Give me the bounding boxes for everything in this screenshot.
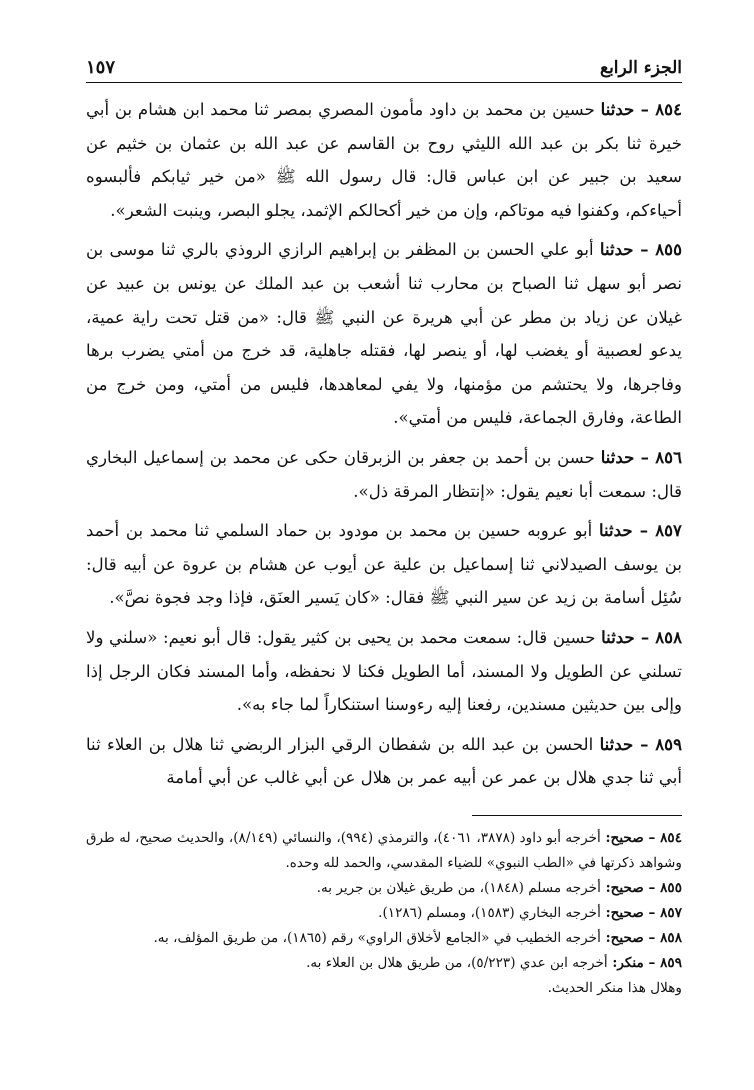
- hadith-number: ٨٥٧: [655, 520, 682, 541]
- footnote-grade: صحيح: [610, 929, 644, 946]
- hadith-paragraph: ٨٥٤ – حدثنا حسين بن محمد بن داود مأمون المصري بمصر ثنا محمد ابن هشام بن أبي خيرة ثنا بكر بن عبد الله الليثي روح بن القاسم عن عبد الله بن عثمان بن خثيم عن سعيد بن جبير عن ابن عباس قال: قال رسول الله ﷺ «من خير ثيابكم فألبسوه أحياءكم، وكفنوا فيه موتاكم، وإن من خير أكحالكم الإثمد، يجلو البصر، وينبت الشعر».: [86, 99, 682, 220]
- footnote-continuation: وهلال هذا منكر الحديث.: [547, 979, 682, 996]
- page-header: [86, 38, 682, 83]
- footnote: ٨٥٩ – منكر: أخرجه ابن عدي (٥/٢٢٣)، من طريق هلال بن العلاء به.: [306, 954, 682, 971]
- hadith-list: [86, 93, 682, 795]
- hadith-paragraph: ٨٥٧ – حدثنا أبو عروبه حسين بن محمد بن مودود بن حماد السلمي ثنا محمد بن أحمد بن يوسف الصيدلاني ثنا إسماعيل بن علية عن أيوب عن هشام بن عروة عن أبيه قال: سُئِل أسامة بن زيد عن سير النبي ﷺ فقال: «كان يَسير العنَق، فإذا وجد فجوة نصَّ».: [86, 520, 682, 608]
- hadith-lead: حدثنا: [599, 239, 634, 260]
- hadith-paragraph: ٨٥٦ – حدثنا حسن بن أحمد بن جعفر بن الزبرقان حكى عن محمد بن إسماعيل البخاري قال: سمعت أبا نعيم يقول: «إنتظار المرقة ذل».: [86, 446, 683, 501]
- hadith-number: ٨٥٤: [655, 99, 682, 119]
- footnote-grade: صحيح: [610, 829, 644, 846]
- footnote: ٨٥٨ – صحيح: أخرجه الخطيب في «الجامع لأخلاق الراوي» رقم (١٨٦٥)، من طريق المؤلف، به.: [153, 929, 682, 946]
- hadith-paragraph: ٨٥٩ – حدثنا الحسن بن عبد الله بن شفطان الرقي البزار الربضي ثنا هلال بن العلاء ثنا أبي ثنا جدي هلال بن عمر عن أبيه عمر بن هلال عن أبي غالب عن أبي أمامة: [86, 733, 682, 788]
- hadith-text: أبو عروبه حسين بن محمد بن مودود بن حماد السلمي ثنا محمد بن أحمد بن يوسف الصيدلاني ثنا إسماعيل بن علية عن أيوب عن هشام بن عروة عن أبيه قال: سُئِل أسامة بن زيد عن سير النبي ﷺ فقال: «كان يَسير العنَق، فإذا وجد فجوة نصَّ».: [86, 521, 682, 608]
- footnote: ٨٥٧ – صحيح: أخرجه البخاري (١٥٨٣)، ومسلم (١٢٨٦).: [378, 904, 682, 921]
- footnotes: [86, 826, 682, 1001]
- footnote-number: ٨٥٧: [660, 904, 682, 921]
- hadith-lead: حدثنا: [598, 520, 633, 541]
- hadith-lead: حدثنا: [601, 626, 635, 647]
- footnote-number: ٨٥٨: [660, 929, 682, 946]
- hadith-text: حسن بن أحمد بن جعفر بن الزبرقان حكى عن محمد بن إسماعيل البخاري قال: سمعت أبا نعيم يقول: «إنتظار المرقة ذل».: [86, 447, 682, 501]
- footnote-number: ٨٥٩: [660, 954, 682, 971]
- footnote-text: أخرجه ابن عدي (٥/٢٢٣)، من طريق هلال بن العلاء به.: [306, 954, 608, 971]
- footnote-grade: منكر: [617, 954, 644, 971]
- footnote-separator: [472, 815, 682, 816]
- footnote-text: أخرجه البخاري (١٥٨٣)، ومسلم (١٢٨٦).: [378, 904, 601, 921]
- hadith-lead: حدثنا: [599, 733, 634, 754]
- hadith-text: أبو علي الحسن بن المظفر بن إبراهيم الرازي الروذي بالري ثنا موسى بن نصر أبو سهل ثنا الصباح بن محارب ثنا أشعب بن عبد الملك عن يونس بن عبيد عن غيلان عن زياد بن مطر عن أبي هريرة عن النبي ﷺ قال: «من قتل تحت راية عمية، يدعو لعصبية أو يغضب لها، أو ينصر لها، فقتله جاهلية، قد خرج من أمتي يضرب برها وفاجرها، ولا يحتشم من مؤمنها، ولا يفي لمعاهدها، فليس من أمتي، ومن خرج من الطاعة، وفارق الجماعة، فليس من أمتي».: [86, 240, 682, 428]
- footnote-grade: صحيح: [610, 904, 644, 921]
- footnote-text: أخرجه الخطيب في «الجامع لأخلاق الراوي» رقم (١٨٦٥)، من طريق المؤلف، به.: [153, 929, 601, 946]
- hadith-paragraph: ٨٥٨ – حدثنا حسين قال: سمعت محمد بن يحيى بن كثير يقول: قال أبو نعيم: «سلني ولا تسلني عن الطويل ولا المسند، أما الطويل فكنا لا نحفظه، وأما المسند فكان الرجل إذا وإلى بين حديثين مسندين، رفعنا إليه رءوسنا استنكاراً لما جاء به».: [86, 626, 682, 715]
- hadith-lead: حدثنا: [600, 99, 635, 119]
- footnote-number: ٨٥٥: [660, 879, 682, 896]
- hadith-text: حسين قال: سمعت محمد بن يحيى بن كثير يقول: قال أبو نعيم: «سلني ولا تسلني عن الطويل ولا المسند، أما الطويل فكنا لا نحفظه، وأما المسند فكان الرجل إذا وإلى بين حديثين مسندين، رفعنا إليه رءوسنا استنكاراً لما جاء به».: [86, 627, 682, 715]
- footnote-text: أخرجه مسلم (١٨٤٨)، من طريق غيلان بن جرير به.: [316, 879, 601, 896]
- footnote: ٨٥٤ – صحيح: أخرجه أبو داود (٣٨٧٨، ٤٠٦١)، والترمذي (٩٩٤)، والنسائي (٨/١٤٩)، والحديث صحيح، له طرق وشواهد ذكرتها في «الطب النبوي» للضياء المقدسي، والحمد لله وحده.: [86, 829, 682, 871]
- hadith-text: الحسن بن عبد الله بن شفطان الرقي البزار الربضي ثنا هلال بن العلاء ثنا أبي ثنا جدي هلال بن عمر عن أبيه عمر بن هلال عن أبي غالب عن أبي أمامة: [86, 734, 682, 788]
- running-title: الجزء الرابع: [600, 58, 682, 78]
- page-number: ١٥٧: [86, 57, 116, 78]
- footnote-number: ٨٥٤: [660, 829, 682, 846]
- footnote: ٨٥٥ – صحيح: أخرجه مسلم (١٨٤٨)، من طريق غيلان بن جرير به.: [316, 879, 682, 896]
- hadith-number: ٨٥٥: [655, 239, 683, 260]
- hadith-paragraph: ٨٥٥ – حدثنا أبو علي الحسن بن المظفر بن إبراهيم الرازي الروذي بالري ثنا موسى بن نصر أبو سهل ثنا الصباح بن محارب ثنا أشعب بن عبد الملك عن يونس بن عبيد عن غيلان عن زياد بن مطر عن أبي هريرة عن النبي ﷺ قال: «من قتل تحت راية عمية، يدعو لعصبية أو يغضب لها، أو ينصر لها، فقتله جاهلية، قد خرج من أمتي يضرب برها وفاجرها، ولا يحتشم من مؤمنها، ولا يفي لمعاهدها، فليس من أمتي، ومن خرج من الطاعة، وفارق الجماعة، فليس من أمتي».: [86, 239, 683, 428]
- hadith-number: ٨٥٩: [655, 733, 682, 754]
- hadith-number: ٨٥٦: [655, 446, 683, 467]
- hadith-text: حسين بن محمد بن داود مأمون المصري بمصر ثنا محمد ابن هشام بن أبي خيرة ثنا بكر بن عبد الله الليثي روح بن القاسم عن عبد الله بن عثمان بن خثيم عن سعيد بن جبير عن ابن عباس قال: قال رسول الله ﷺ «من خير ثيابكم فألبسوه أحياءكم، وكفنوا فيه موتاكم، وإن من خير أكحالكم الإثمد، يجلو البصر، وينبت الشعر».: [86, 100, 682, 220]
- hadith-number: ٨٥٨: [655, 626, 682, 647]
- footnote-grade: صحيح: [610, 879, 644, 896]
- footnote-text: أخرجه أبو داود (٣٨٧٨، ٤٠٦١)، والترمذي (٩٩٤)، والنسائي (٨/١٤٩)، والحديث صحيح، له طرق وشواهد ذكرتها في «الطب النبوي» للضياء المقدسي، والحمد لله وحده.: [86, 829, 682, 871]
- hadith-lead: حدثنا: [600, 446, 635, 467]
